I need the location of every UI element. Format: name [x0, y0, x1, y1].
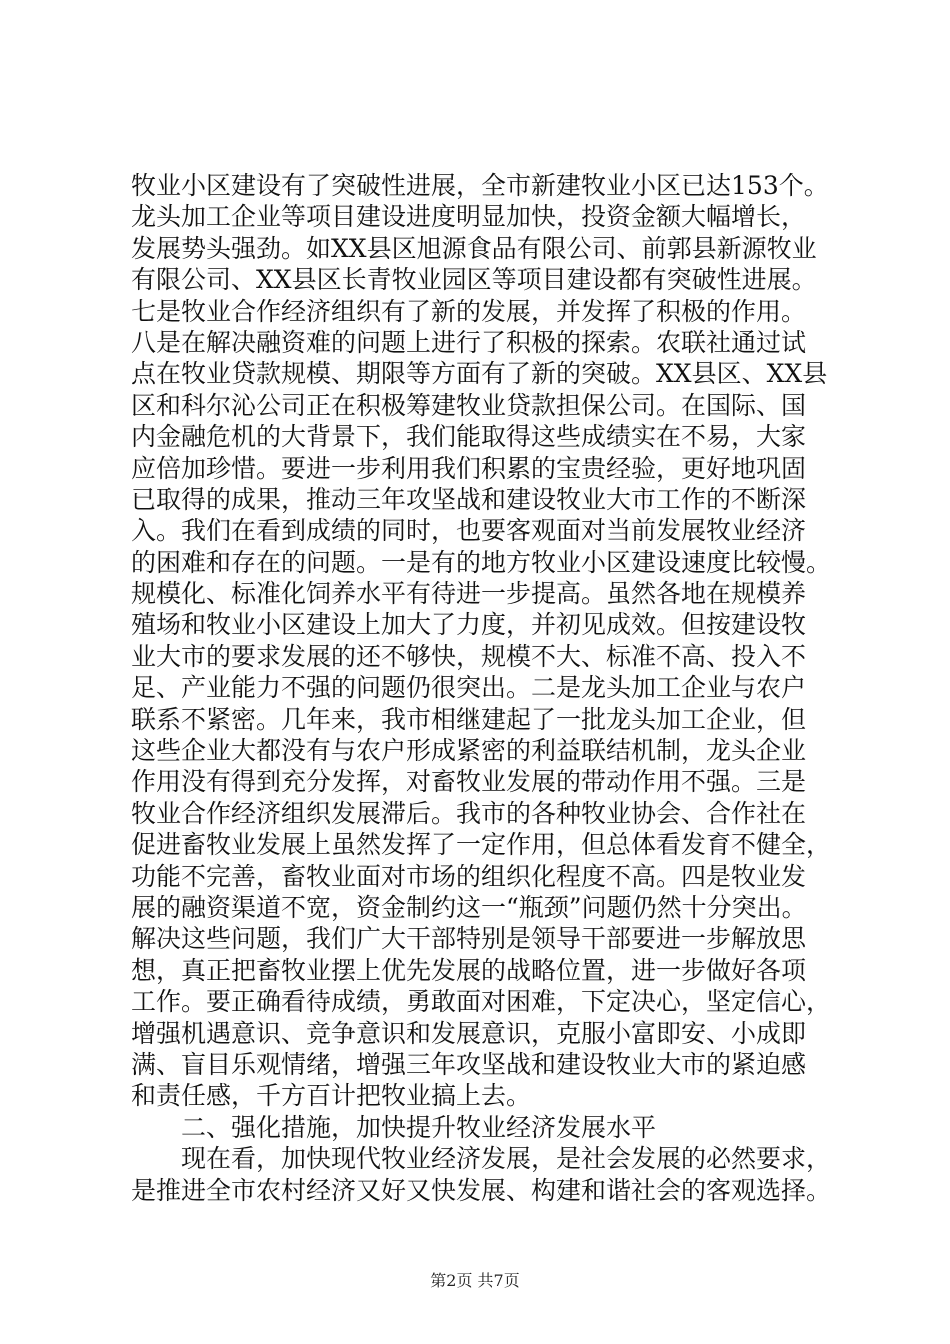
- text-line: 已取得的成果，推动三年攻坚战和建设牧业大市工作的不断深: [131, 484, 807, 514]
- text-line: 规模化、标准化饲养水平有待进一步提高。虽然各地在规模养: [131, 579, 807, 609]
- text-line: 区和科尔沁公司正在积极筹建牧业贷款担保公司。在国际、国: [131, 390, 807, 420]
- text-line: 工作。要正确看待成绩，勇敢面对困难，下定决心，坚定信心，: [131, 987, 832, 1017]
- text-line: 联系不紧密。几年来，我市相继建起了一批龙头加工企业，但: [131, 704, 807, 734]
- text-line: 七是牧业合作经济组织有了新的发展，并发挥了积极的作用。: [131, 296, 807, 326]
- text-line: 和责任感，千方百计把牧业搞上去。: [131, 1081, 532, 1111]
- text-line: 八是在解决融资难的问题上进行了积极的探索。农联社通过试: [131, 327, 807, 357]
- text-line: 应倍加珍惜。要进一步利用我们积累的宝贵经验，更好地巩固: [131, 453, 807, 483]
- text-line: 这些企业大都没有与农户形成紧密的利益联结机制，龙头企业: [131, 736, 807, 766]
- text-line: 作用没有得到充分发挥，对畜牧业发展的带动作用不强。三是: [131, 767, 807, 797]
- text-line: 内金融危机的大背景下，我们能取得这些成绩实在不易，大家: [131, 422, 807, 452]
- text-line: 入。我们在看到成绩的同时，也要客观面对当前发展牧业经济: [131, 516, 807, 546]
- text-line: 的困难和存在的问题。一是有的地方牧业小区建设速度比较慢。: [131, 547, 832, 577]
- text-line: 足、产业能力不强的问题仍很突出。二是龙头加工企业与农户: [131, 673, 807, 703]
- text-line: 牧业小区建设有了突破性进展，全市新建牧业小区已达153个。: [131, 171, 829, 200]
- text-line: 业大市的要求发展的还不够快，规模不大、标准不高、投入不: [131, 641, 807, 671]
- text-line: 功能不完善，畜牧业面对市场的组织化程度不高。四是牧业发: [131, 861, 807, 891]
- text-line: 展的融资渠道不宽，资金制约这一“瓶颈”问题仍然十分突出。: [131, 892, 807, 922]
- document-body: [131, 170, 831, 1206]
- text-line: 点在牧业贷款规模、期限等方面有了新的突破。XX县区、XX县: [131, 359, 828, 389]
- text-line: 增强机遇意识、竞争意识和发展意识，克服小富即安、小成即: [131, 1018, 807, 1048]
- page-footer: 第2页 共7页: [430, 1271, 520, 1290]
- text-line: 想，真正把畜牧业摆上优先发展的战略位置，进一步做好各项: [131, 955, 807, 985]
- text-line: 有限公司、XX县区长青牧业园区等项目建设都有突破性进展。: [131, 265, 817, 295]
- text-line: 现在看，加快现代牧业经济发展，是社会发展的必然要求，: [181, 1144, 832, 1174]
- text-line: 殖场和牧业小区建设上加大了力度，并初见成效。但按建设牧: [131, 610, 807, 640]
- text-line: 满、盲目乐观情绪，增强三年攻坚战和建设牧业大市的紧迫感: [131, 1049, 807, 1079]
- section-heading: 二、强化措施，加快提升牧业经济发展水平: [181, 1112, 657, 1142]
- text-line: 龙头加工企业等项目建设进度明显加快，投资金额大幅增长，: [131, 202, 807, 232]
- text-line: 牧业合作经济组织发展滞后。我市的各种牧业协会、合作社在: [131, 798, 807, 828]
- text-line: 是推进全市农村经济又好又快发展、构建和谐社会的客观选择。: [131, 1175, 832, 1205]
- text-line: 解决这些问题，我们广大干部特别是领导干部要进一步解放思: [131, 924, 807, 954]
- text-line: 发展势头强劲。如XX县区旭源食品有限公司、前郭县新源牧业: [131, 233, 817, 263]
- text-line: 促进畜牧业发展上虽然发挥了一定作用，但总体看发育不健全，: [131, 830, 832, 860]
